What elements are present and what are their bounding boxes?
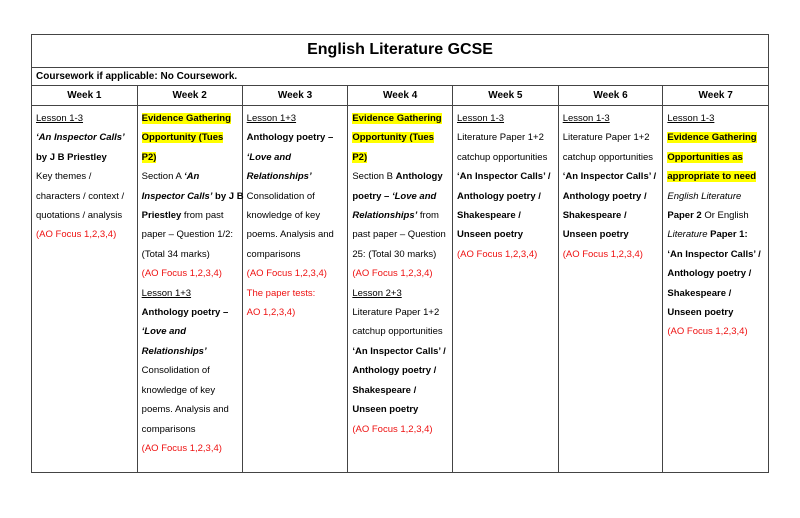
content-line: [142, 225, 239, 244]
week-column-3: [243, 86, 349, 472]
content-line: [142, 420, 239, 439]
week-column-6: [559, 86, 664, 472]
week-content: [559, 106, 663, 472]
content-line: [36, 167, 134, 186]
week-header: Week 4: [348, 86, 452, 106]
text-run: catchup opportunities: [352, 326, 443, 338]
text-run: Lesson 1-3: [667, 113, 715, 124]
coursework-note: Coursework if applicable: No Coursework.: [32, 68, 768, 86]
text-run: (AO Focus 1,2,3,4): [352, 268, 433, 280]
content-line: [247, 148, 345, 167]
text-run: Lesson 1-3: [457, 113, 505, 124]
content-line: [247, 245, 345, 264]
text-run: Literature Paper 1+2: [352, 307, 440, 319]
text-run: Relationships’: [246, 171, 312, 183]
text-run: (AO Focus 1,2,3,4): [246, 268, 327, 280]
week-content: [663, 106, 768, 472]
content-line: [142, 303, 239, 322]
week-column-7: [663, 86, 768, 472]
text-run: Shakespeare /: [352, 384, 417, 396]
text-run: ‘An Inspector Calls’ /: [457, 171, 551, 183]
scheme-of-work-table: [31, 34, 769, 473]
content-line: [142, 342, 239, 361]
content-line: [352, 420, 449, 439]
content-line: [142, 381, 239, 400]
text-run: Key themes /: [36, 171, 92, 183]
text-run: Relationships’: [141, 345, 207, 357]
text-run: (AO Focus 1,2,3,4): [562, 248, 643, 260]
text-run: Section B: [352, 171, 396, 183]
week-content: [348, 106, 452, 472]
content-line: [352, 342, 449, 361]
content-line: [247, 167, 345, 186]
text-run: (AO Focus 1,2,3,4): [352, 423, 433, 435]
week-header: Week 5: [453, 86, 558, 106]
text-run: ‘An Inspector Calls’: [36, 132, 125, 144]
text-run: from: [417, 210, 439, 222]
text-run: comparisons: [246, 248, 301, 260]
content-line: [352, 284, 449, 303]
text-run: Consolidation of: [141, 365, 210, 377]
text-run: AO 1,2,3,4): [246, 307, 296, 319]
content-line: [142, 400, 239, 419]
content-line: [563, 109, 660, 128]
text-run: paper – Question 1/2:: [141, 229, 234, 241]
text-run: Paper 2: [667, 210, 702, 222]
text-run: Literature Paper 1+2: [457, 132, 544, 144]
text-run: ‘An Inspector Calls’ /: [562, 171, 657, 183]
content-line: [457, 148, 555, 167]
text-run: Relationships’: [352, 210, 418, 222]
text-run: Anthology poetry /: [352, 365, 437, 377]
content-line: [36, 109, 134, 128]
week-column-2: [138, 86, 243, 472]
content-line: [142, 322, 239, 341]
content-line: [142, 284, 239, 303]
text-run: English Literature: [667, 190, 742, 202]
content-line: [247, 206, 345, 225]
content-line: [141, 187, 244, 206]
text-run: Unseen poetry: [457, 229, 524, 241]
text-run: Lesson 1-3: [562, 113, 610, 124]
content-line: [352, 322, 449, 341]
text-run: Priestley: [141, 210, 182, 222]
text-run: Shakespeare /: [562, 210, 627, 222]
content-line: [667, 187, 765, 206]
week-column-4: [348, 86, 453, 472]
text-run: P2): [141, 151, 157, 163]
week-header: Week 6: [559, 86, 663, 106]
text-run: past paper – Question: [352, 229, 446, 241]
text-run: Evidence Gathering: [667, 132, 757, 144]
text-run: Unseen poetry: [667, 307, 734, 319]
text-run: Anthology poetry /: [562, 190, 647, 202]
content-line: [352, 245, 449, 264]
content-line: [457, 245, 555, 264]
text-run: Anthology poetry /: [667, 268, 752, 280]
content-line: [457, 128, 555, 147]
text-run: from past: [181, 210, 224, 222]
week-header: Week 3: [243, 86, 348, 106]
text-run: Lesson 1+3: [246, 113, 297, 124]
text-run: characters / context /: [36, 190, 125, 202]
content-line: [352, 187, 449, 206]
content-line: [142, 361, 239, 380]
content-line: [36, 225, 134, 244]
text-run: Anthology: [395, 171, 443, 183]
week-header: Week 7: [663, 86, 768, 106]
content-line: [667, 322, 765, 341]
text-run: (AO Focus 1,2,3,4): [667, 326, 748, 338]
content-line: [247, 187, 345, 206]
content-line: [563, 206, 660, 225]
text-run: Literature: [667, 229, 708, 241]
content-line: [352, 303, 449, 322]
text-run: Lesson 1+3: [141, 287, 192, 299]
text-run: Shakespeare /: [457, 210, 521, 222]
week-column-5: [453, 86, 559, 472]
content-line: [667, 303, 765, 322]
content-line: [352, 264, 449, 283]
content-line: [667, 245, 765, 264]
text-run: Opportunities as: [667, 151, 743, 163]
content-line: [36, 128, 134, 147]
content-line: [36, 148, 134, 167]
content-line: [352, 206, 449, 225]
text-run: ‘Love and: [246, 151, 292, 163]
text-run: poetry –: [352, 190, 392, 202]
week-column-1: [32, 86, 138, 472]
text-run: The paper tests:: [246, 287, 316, 299]
text-run: ‘Love and: [141, 326, 187, 338]
text-run: Evidence Gathering: [141, 113, 231, 124]
text-run: P2): [352, 151, 368, 163]
text-run: Unseen poetry: [562, 229, 629, 241]
text-run: Opportunity (Tues: [141, 132, 224, 144]
text-run: (Total 34 marks): [141, 248, 210, 260]
week-content: [453, 106, 558, 472]
content-line: [352, 148, 449, 167]
content-line: [352, 167, 449, 186]
text-run: catchup opportunities: [562, 151, 653, 163]
text-run: Inspector Calls’: [141, 190, 213, 202]
text-run: (AO Focus 1,2,3,4): [141, 442, 222, 454]
text-run: poems. Analysis and: [246, 229, 334, 241]
content-line: [142, 245, 239, 264]
text-run: Paper 1:: [707, 229, 748, 241]
content-line: [352, 225, 449, 244]
content-line: [352, 381, 449, 400]
page-title: English Literature GCSE: [32, 35, 768, 68]
content-line: [457, 109, 555, 128]
content-line: [247, 128, 345, 147]
content-line: [667, 148, 765, 167]
content-line: [36, 187, 134, 206]
content-line: [563, 128, 660, 147]
content-line: [667, 284, 765, 303]
content-line: [563, 225, 660, 244]
text-run: ‘Love and: [391, 190, 437, 202]
content-line: [563, 245, 660, 264]
text-run: (AO Focus 1,2,3,4): [141, 268, 222, 280]
content-line: [563, 187, 660, 206]
content-line: [352, 128, 449, 147]
text-run: ‘An Inspector Calls’ /: [667, 248, 761, 260]
text-run: by J B: [212, 190, 244, 202]
content-line: [247, 303, 345, 322]
text-run: appropriate to need: [667, 171, 757, 183]
content-line: [142, 148, 239, 167]
text-run: (AO Focus 1,2,3,4): [36, 229, 117, 241]
content-line: [667, 206, 765, 225]
content-line: [457, 167, 555, 186]
content-line: [457, 187, 555, 206]
content-line: [247, 264, 345, 283]
content-line: [247, 284, 345, 303]
text-run: Section A: [141, 171, 184, 183]
content-line: [247, 225, 345, 244]
content-line: [667, 264, 765, 283]
text-run: catchup opportunities: [457, 151, 548, 163]
week-header: Week 2: [138, 86, 242, 106]
week-content: [138, 106, 242, 472]
content-line: [563, 148, 660, 167]
text-run: Evidence Gathering: [352, 113, 442, 124]
content-line: [667, 167, 765, 186]
content-line: [457, 225, 555, 244]
text-run: 25: (Total 30 marks): [352, 248, 437, 260]
text-run: Anthology poetry /: [457, 190, 541, 202]
text-run: by J B Priestley: [36, 151, 107, 163]
text-run: Shakespeare /: [667, 287, 732, 299]
content-line: [36, 206, 134, 225]
week-header: Week 1: [32, 86, 137, 106]
text-run: Unseen poetry: [352, 404, 419, 416]
text-run: quotations / analysis: [36, 210, 123, 222]
text-run: comparisons: [141, 423, 196, 435]
content-line: [667, 128, 765, 147]
content-line: [142, 109, 239, 128]
content-line: [142, 439, 239, 458]
text-run: knowledge of key: [246, 210, 321, 222]
content-line: [142, 128, 239, 147]
content-line: [457, 206, 555, 225]
text-run: Anthology poetry –: [141, 307, 229, 319]
text-run: ‘An Inspector Calls’ /: [352, 345, 446, 357]
content-line: [247, 109, 345, 128]
text-run: Consolidation of: [246, 190, 315, 202]
content-line: [142, 206, 239, 225]
week-content: [32, 106, 137, 472]
text-run: ‘An: [183, 171, 200, 183]
text-run: poems. Analysis and: [141, 404, 229, 416]
text-run: Opportunity (Tues: [352, 132, 434, 144]
content-line: [667, 109, 765, 128]
text-run: Lesson 1-3: [36, 113, 84, 124]
content-line: [352, 109, 449, 128]
week-content: [243, 106, 348, 472]
text-run: Literature Paper 1+2: [562, 132, 650, 144]
content-line: [142, 167, 239, 186]
text-run: Or English: [701, 210, 749, 222]
text-run: knowledge of key: [141, 384, 216, 396]
content-line: [352, 400, 449, 419]
text-run: Lesson 2+3: [352, 287, 402, 299]
content-line: [667, 225, 765, 244]
week-columns: [32, 86, 768, 472]
content-line: [563, 167, 660, 186]
content-line: [352, 361, 449, 380]
text-run: Anthology poetry –: [246, 132, 334, 144]
text-run: (AO Focus 1,2,3,4): [457, 248, 538, 260]
content-line: [142, 264, 239, 283]
